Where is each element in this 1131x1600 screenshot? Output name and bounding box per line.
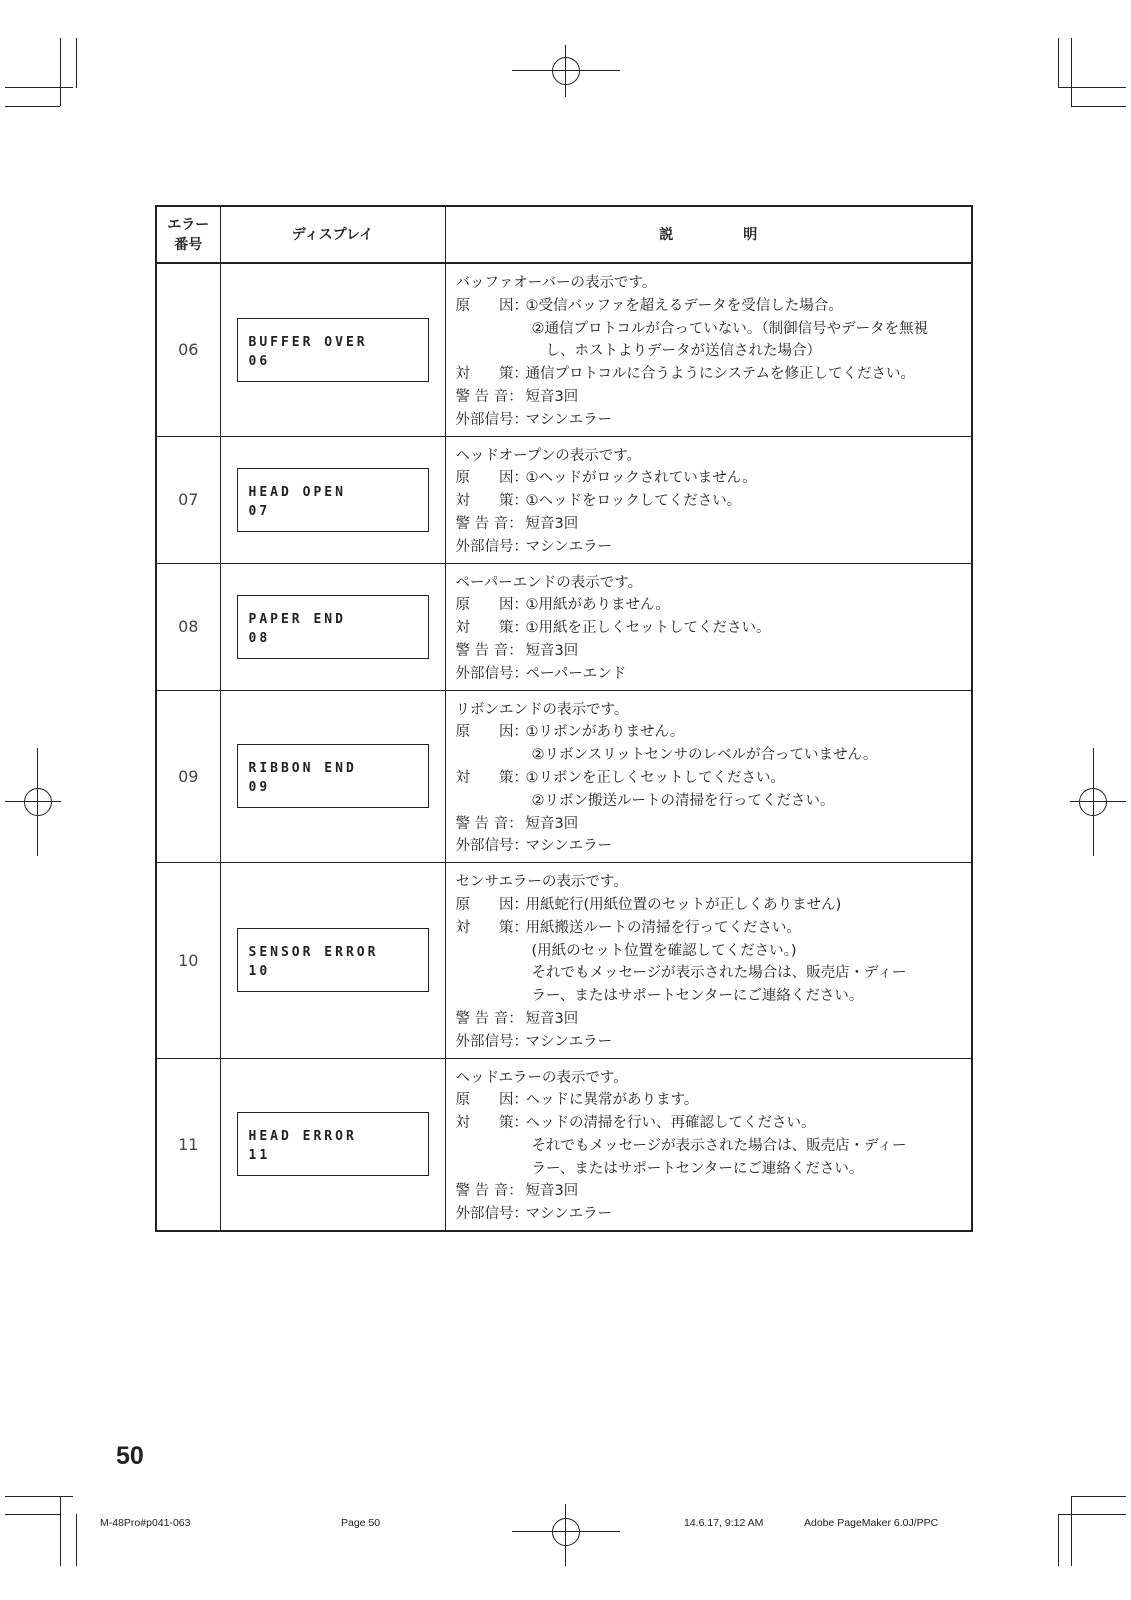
crop-mark <box>60 38 61 106</box>
signal-label: 外部信号： <box>455 665 528 682</box>
registration-mark <box>1070 748 1126 856</box>
registration-mark <box>512 45 620 97</box>
error-number: 06 <box>156 263 220 436</box>
summary-text: リボンエンドの表示です。 <box>455 701 629 718</box>
cause-text: ①リボンがありません。 <box>525 724 685 741</box>
explanation-cell <box>445 1058 972 1231</box>
explanation-cell <box>445 263 972 436</box>
lcd-display <box>237 318 429 382</box>
table-row <box>156 436 972 563</box>
measure-text: ②リボン搬送ルートの清掃を行ってください。 <box>531 792 835 809</box>
measure-label: 対 策： <box>455 366 528 383</box>
crop-mark <box>1058 1514 1126 1515</box>
measure-label: 対 策： <box>455 620 528 637</box>
header-explanation: 説 明 <box>445 206 972 263</box>
measure-text: ラー、またはサポートセンターにご連絡ください。 <box>531 1160 864 1177</box>
measure-label: 対 策： <box>455 919 528 936</box>
error-number: 08 <box>156 563 220 690</box>
cause-label: 原 因： <box>455 1092 528 1109</box>
crop-mark <box>1058 87 1126 88</box>
lcd-line-1: RIBBON END <box>248 761 357 777</box>
cause-label: 原 因： <box>455 896 528 913</box>
summary-text: ペーパーエンドの表示です。 <box>455 574 643 591</box>
error-code-table <box>155 205 973 1232</box>
signal-label: 外部信号： <box>455 838 528 855</box>
beep-label: 警 告 音： <box>455 815 523 832</box>
crop-mark <box>5 87 73 88</box>
lcd-line-2: 06 <box>248 353 271 369</box>
measure-text: ①リボンを正しくセットしてください。 <box>525 769 785 786</box>
beep-label: 警 告 音： <box>455 388 523 405</box>
registration-mark <box>5 748 61 856</box>
crop-mark <box>1058 38 1059 88</box>
cause-text: ②リボンスリットセンサのレベルが合っていません。 <box>531 747 878 764</box>
signal-label: 外部信号： <box>455 1206 528 1223</box>
beep-text: 短音3回 <box>525 815 579 832</box>
error-number: 07 <box>156 436 220 563</box>
crop-mark <box>76 38 77 88</box>
cause-label: 原 因： <box>455 597 528 614</box>
signal-text: マシンエラー <box>525 838 613 855</box>
explanation-cell <box>445 690 972 863</box>
signal-label: 外部信号： <box>455 411 528 428</box>
registration-mark <box>512 1504 620 1566</box>
error-number: 09 <box>156 690 220 863</box>
explanation-cell <box>445 863 972 1058</box>
summary-text: ヘッドエラーの表示です。 <box>455 1069 628 1086</box>
footer-file: M-48Pro#p041-063 <box>100 1517 191 1529</box>
cause-text: ヘッドに異常があります。 <box>525 1092 699 1109</box>
lcd-line-1: BUFFER OVER <box>248 334 368 350</box>
beep-label: 警 告 音： <box>455 515 523 532</box>
footer-app: Adobe PageMaker 6.0J/PPC <box>804 1517 939 1529</box>
cause-text: 用紙蛇行(用紙位置のセットが正しくありません) <box>525 896 842 913</box>
cause-text: ①受信バッファを超えるデータを受信した場合。 <box>525 297 843 314</box>
crop-mark <box>76 1514 77 1566</box>
cause-text: ②通信プロトコルが合っていない。（制御信号やデータを無視 <box>531 320 929 337</box>
lcd-line-2: 07 <box>248 503 271 519</box>
lcd-line-1: HEAD ERROR <box>248 1129 357 1145</box>
beep-text: 短音3回 <box>525 515 579 532</box>
crop-mark <box>5 1514 60 1515</box>
lcd-line-1: HEAD OPEN <box>248 484 346 500</box>
lcd-line-1: PAPER END <box>248 611 346 627</box>
footer-page: Page 50 <box>341 1517 381 1529</box>
lcd-display <box>237 928 429 992</box>
signal-text: マシンエラー <box>525 411 613 428</box>
measure-text: それでもメッセージが表示された場合は、販売店・ディー <box>531 965 907 982</box>
crop-mark <box>5 106 60 107</box>
table-row <box>156 563 972 690</box>
explanation-cell <box>445 563 972 690</box>
error-number: 11 <box>156 1058 220 1231</box>
lcd-line-2: 09 <box>248 780 271 796</box>
beep-label: 警 告 音： <box>455 1010 523 1027</box>
beep-text: 短音3回 <box>525 388 579 405</box>
table-row <box>156 863 972 1058</box>
summary-text: バッファオーバーの表示です。 <box>455 275 657 291</box>
measure-label: 対 策： <box>455 769 528 786</box>
signal-text: マシンエラー <box>525 1033 613 1050</box>
cause-label: 原 因： <box>455 297 528 314</box>
explanation-cell <box>445 436 972 563</box>
signal-text: マシンエラー <box>525 1206 613 1223</box>
lcd-line-2: 10 <box>248 964 271 980</box>
summary-text: センサエラーの表示です。 <box>455 874 628 891</box>
footer-timestamp: 14.6.17, 9:12 AM <box>684 1517 764 1529</box>
crop-mark <box>60 1496 61 1566</box>
summary-text: ヘッドオープンの表示です。 <box>455 447 642 464</box>
signal-label: 外部信号： <box>455 1033 528 1050</box>
lcd-display <box>237 744 429 808</box>
cause-text: ①用紙がありません。 <box>525 597 670 614</box>
measure-text: 用紙搬送ルートの清掃を行ってください。 <box>525 919 801 936</box>
header-display: ディスプレイ <box>220 206 445 263</box>
table-row <box>156 690 972 863</box>
measure-text: 通信プロトコルに合うようにシステムを修正してください。 <box>525 366 915 383</box>
beep-text: 短音3回 <box>525 1183 579 1200</box>
beep-text: 短音3回 <box>525 1010 579 1027</box>
page-number: 50 <box>116 1442 144 1470</box>
header-error-number: エラー 番号 <box>156 206 220 263</box>
beep-label: 警 告 音： <box>455 642 523 659</box>
lcd-display <box>237 595 429 659</box>
error-number: 10 <box>156 863 220 1058</box>
measure-text: (用紙のセット位置を確認してください。) <box>531 942 797 959</box>
measure-label: 対 策： <box>455 1115 528 1132</box>
measure-text: ラー、またはサポートセンターにご連絡ください。 <box>531 988 864 1005</box>
crop-mark <box>1071 38 1072 106</box>
cause-label: 原 因： <box>455 724 528 741</box>
signal-label: 外部信号： <box>455 538 528 555</box>
measure-text: ①ヘッドをロックしてください。 <box>525 493 742 510</box>
measure-text: それでもメッセージが表示された場合は、販売店・ディー <box>531 1137 907 1154</box>
cause-label: 原 因： <box>455 470 528 487</box>
beep-label: 警 告 音： <box>455 1183 523 1200</box>
lcd-line-1: SENSOR ERROR <box>248 945 379 961</box>
lcd-display <box>237 1112 429 1176</box>
lcd-line-2: 08 <box>248 630 271 646</box>
crop-mark <box>1071 1496 1126 1497</box>
cause-text: ①ヘッドがロックされていません。 <box>525 470 757 487</box>
crop-mark <box>5 1496 73 1497</box>
crop-mark <box>1071 1496 1072 1566</box>
lcd-line-2: 11 <box>248 1148 271 1164</box>
table-header-row <box>156 206 972 263</box>
signal-text: ペーパーエンド <box>525 665 627 682</box>
crop-mark <box>1058 1514 1059 1566</box>
cause-text: し、ホストよりデータが送信された場合） <box>545 343 821 360</box>
table-row <box>156 1058 972 1231</box>
crop-mark <box>1071 106 1126 107</box>
beep-text: 短音3回 <box>525 642 579 659</box>
lcd-display <box>237 468 429 532</box>
measure-text: ヘッドの清掃を行い、再確認してください。 <box>525 1115 816 1132</box>
signal-text: マシンエラー <box>525 538 613 555</box>
measure-text: ①用紙を正しくセットしてください。 <box>525 620 771 637</box>
table-row <box>156 263 972 436</box>
measure-label: 対 策： <box>455 493 528 510</box>
